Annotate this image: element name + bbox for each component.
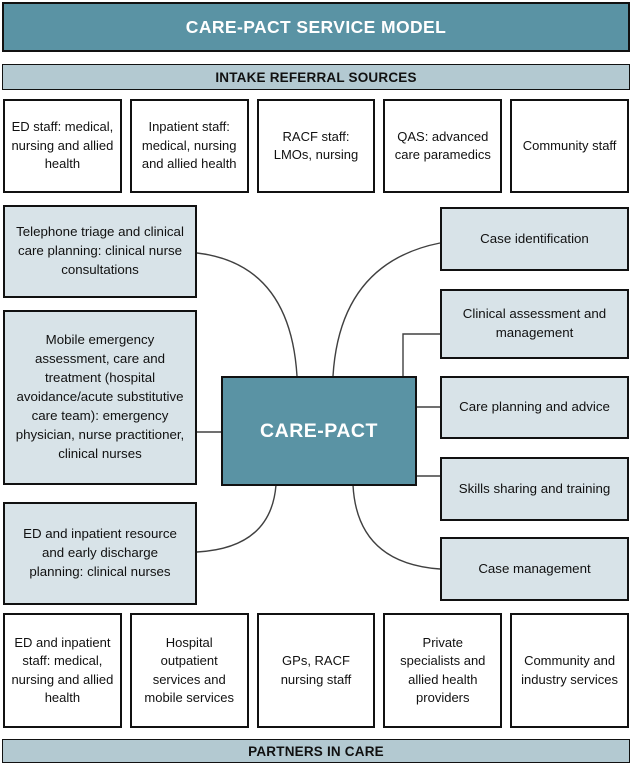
service-case-identification: Case identification (440, 207, 629, 271)
service-skills-sharing: Skills sharing and training (440, 457, 629, 521)
partner-gps-racf-nursing: GPs, RACF nursing staff (257, 613, 376, 728)
connector-elbow-clinical-assessment (403, 334, 440, 377)
service-telephone-triage: Telephone triage and clinical care planning: clinical nurse consultations (3, 205, 197, 298)
service-ed-inpatient-resource: ED and inpatient resource and early discharge planning: clinical nurses (3, 502, 197, 605)
partner-private-specialists: Private specialists and allied health providers (383, 613, 502, 728)
intake-sources-row (3, 99, 629, 193)
connector-top-left-curve (197, 253, 297, 376)
partner-hospital-outpatient: Hospital outpatient services and mobile services (130, 613, 249, 728)
partners-row (3, 613, 629, 728)
partners-in-care-label: PARTNERS IN CARE (248, 743, 384, 759)
care-pact-label: CARE-PACT (260, 419, 378, 442)
service-care-planning: Care planning and advice (440, 376, 629, 439)
service-clinical-assessment: Clinical assessment and management (440, 289, 629, 359)
intake-source-qas: QAS: advanced care paramedics (383, 99, 502, 193)
intake-source-ed-staff: ED staff: medical, nursing and allied health (3, 99, 122, 193)
partner-ed-inpatient-staff: ED and inpatient staff: medical, nursing and allied health (3, 613, 122, 728)
partner-community-industry: Community and industry services (510, 613, 629, 728)
intake-referral-sources-bar (2, 64, 630, 90)
intake-referral-sources-label: INTAKE REFERRAL SOURCES (215, 69, 417, 85)
service-mobile-emergency: Mobile emergency assessment, care and treatment (hospital avoidance/acute substitutive care team): emergency physician, nurse practitioner, clinical nurses (3, 310, 197, 485)
intake-source-community-staff: Community staff (510, 99, 629, 193)
intake-source-inpatient-staff: Inpatient staff: medical, nursing and allied health (130, 99, 249, 193)
diagram-title: CARE-PACT SERVICE MODEL (185, 16, 447, 37)
intake-source-racf-staff: RACF staff: LMOs, nursing (257, 99, 376, 193)
connector-bottom-right-curve (353, 485, 440, 569)
service-case-management: Case management (440, 537, 629, 601)
care-pact-box (221, 376, 417, 486)
diagram-title-bar (2, 2, 630, 52)
connector-top-right-curve (333, 243, 440, 376)
connector-bottom-left-curve (197, 485, 276, 552)
partners-in-care-bar (2, 739, 630, 763)
